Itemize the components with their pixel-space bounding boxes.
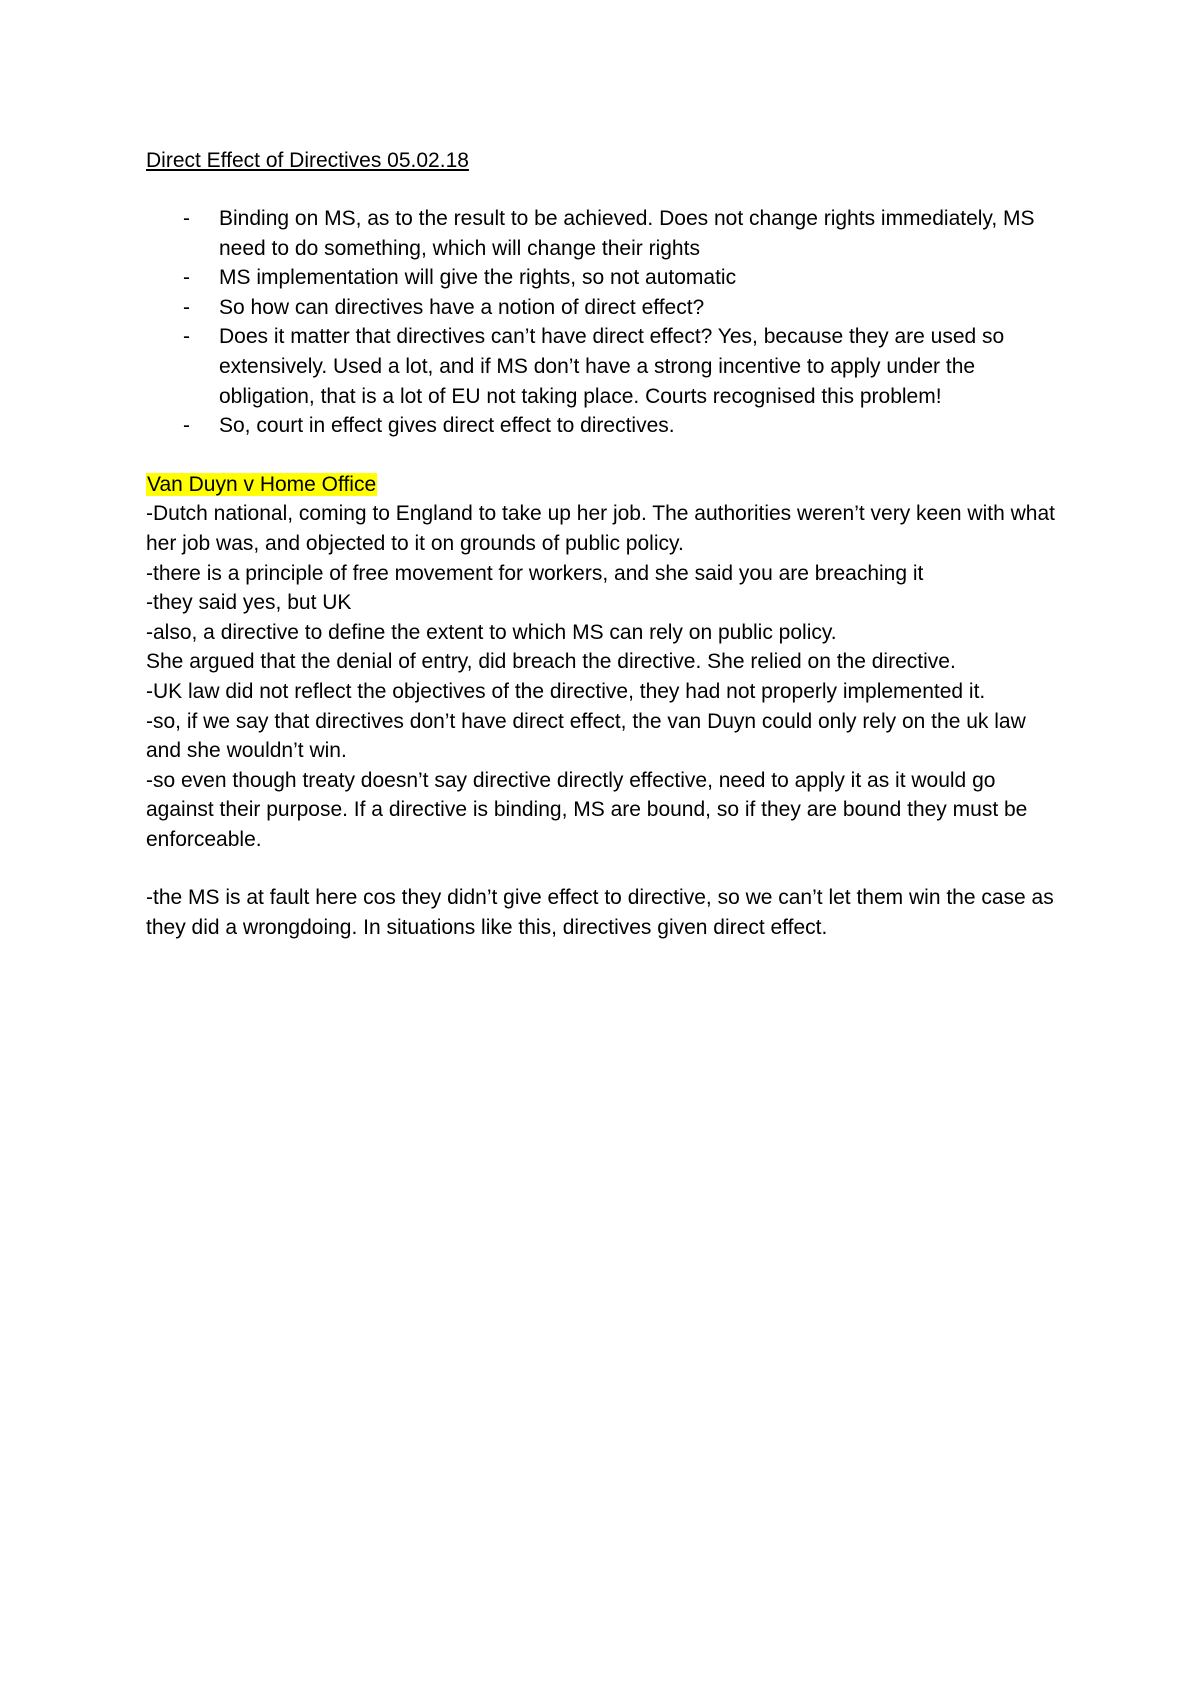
bullet-dash: - xyxy=(183,414,190,438)
bullet-text: Does it matter that directives can’t have direct effect? Yes, because they are used so extensively. Used a lot, and if MS don’t have a strong incentive to apply under the obligation, that is a lot of EU not taking place. Courts recognised this problem! xyxy=(219,325,1005,408)
bullet-item xyxy=(146,293,1066,323)
bullet-text: Binding on MS, as to the result to be achieved. Does not change rights immediately, MS need to do something, which will change their rights xyxy=(219,207,1035,260)
bullet-item xyxy=(146,204,1066,263)
case-paragraph: She argued that the denial of entry, did breach the directive. She relied on the directive. xyxy=(146,650,956,674)
case-paragraph: -UK law did not reflect the objectives of the directive, they had not properly implemented it. xyxy=(146,679,986,703)
bullet-dash: - xyxy=(183,325,190,349)
bullet-item xyxy=(146,411,1066,441)
case-paragraph: -so, if we say that directives don’t have direct effect, the van Duyn could only rely on the uk law and she wouldn’t win. xyxy=(146,709,1026,763)
bullet-dash: - xyxy=(183,207,190,230)
case-paragraph: -they said yes, but UK xyxy=(146,591,352,615)
case-paragraph: -there is a principle of free movement for workers, and she said you are breaching it xyxy=(146,561,924,585)
bullet-item xyxy=(146,263,1066,293)
case-section xyxy=(146,470,1066,943)
bullet-list xyxy=(146,204,1066,441)
bullet-text: So how can directives have a notion of direct effect? xyxy=(219,295,705,319)
bullet-dash: - xyxy=(183,295,190,319)
document-body xyxy=(146,146,1066,943)
document-title: Direct Effect of Directives 05.02.18 xyxy=(146,149,469,172)
bullet-text: So, court in effect gives direct effect to directives. xyxy=(219,414,675,438)
case-paragraph: -so even though treaty doesn’t say directive directly effective, need to apply it as it would go against their purpose. If a directive is binding, MS are bound, so if they are bound they must be enforceable. xyxy=(146,768,1028,851)
case-heading-line xyxy=(146,470,1066,500)
bullet-dash: - xyxy=(183,266,190,290)
case-paragraph: -also, a directive to define the extent to which MS can rely on public policy. xyxy=(146,620,837,644)
bullet-item xyxy=(146,322,1066,411)
case-heading: Van Duyn v Home Office xyxy=(147,472,377,496)
case-paragraph: -Dutch national, coming to England to take up her job. The authorities weren’t very keen with what her job was, and objected to it on grounds of public policy. xyxy=(146,502,1055,555)
bullet-text: MS implementation will give the rights, so not automatic xyxy=(219,266,737,290)
blank-line xyxy=(146,176,1066,204)
blank-line xyxy=(146,441,1066,470)
closing-paragraph: -the MS is at fault here cos they didn’t give effect to directive, so we can’t let them win the case as they did a wrongdoing. In situations like this, directives given direct effect. xyxy=(146,886,1054,940)
blank-line xyxy=(146,854,1066,883)
